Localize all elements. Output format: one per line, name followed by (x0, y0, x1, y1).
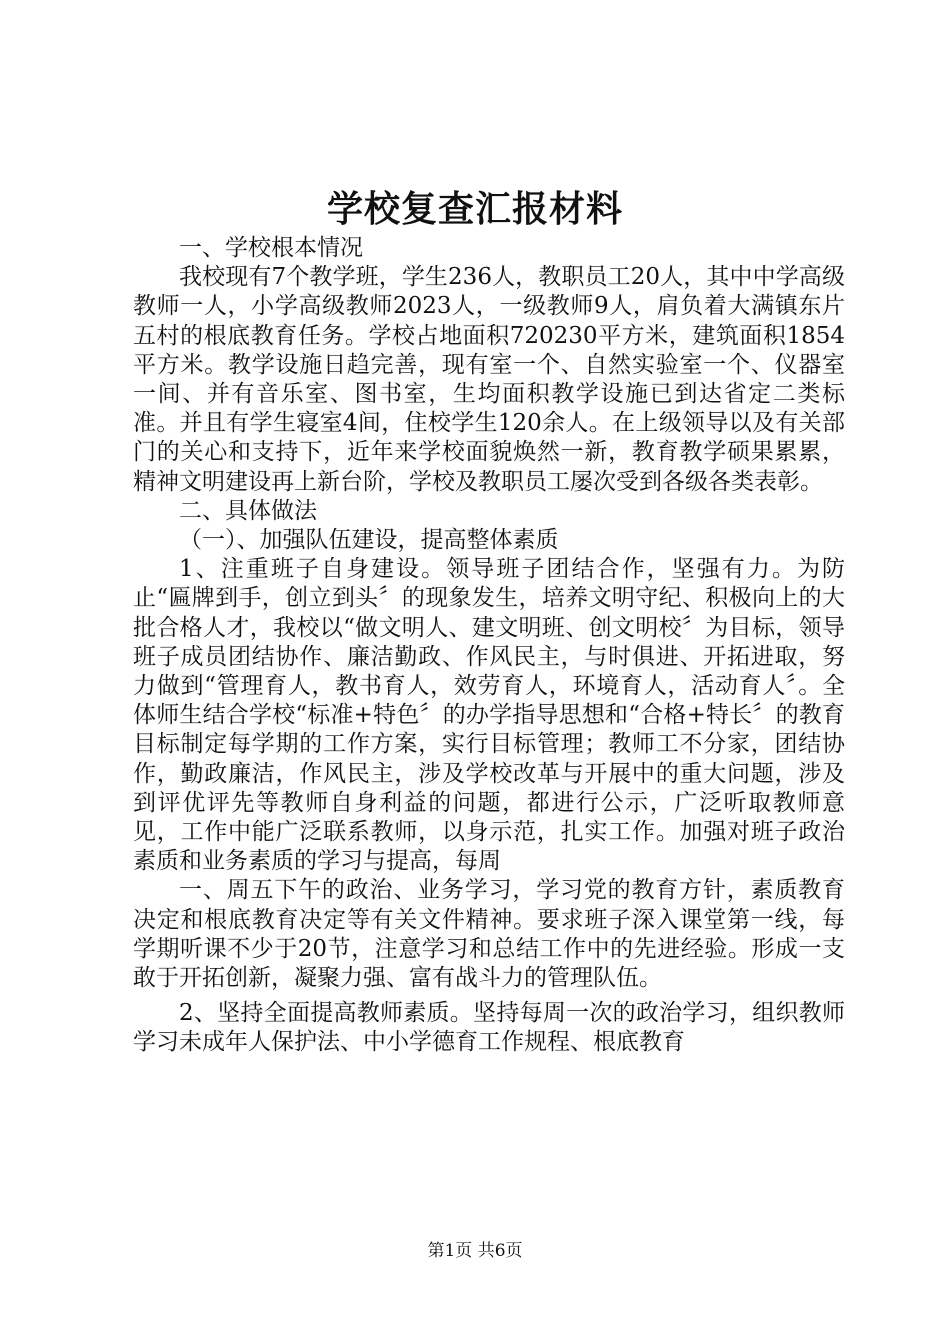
document-title: 学校复查汇报材料 (326, 188, 623, 230)
paragraph: 我校现有7个教学班，学生236人，教职员工20人，其中中学高级教师一人，小学高级教师2023人，一级教师9人，肩负着大满镇东片五村的根底教育任务。学校占地面积720230平方米，建筑面积1854平方米。教学设施日趋完善，现有室一个、自然实验室一个、仪器室一间、并有音乐室、图书室，生均面积教学设施已到达省定二类标准。并且有学生寝室4间，住校学生120余人。在上级领导以及有关部门的关心和支持下，近年来学校面貌焕然一新，教育教学硕果累累，精神文明建设再上新台阶，学校及教职员工屡次受到各级各类表彰。 (133, 264, 845, 495)
subsection-heading: （一）、加强队伍建设，提高整体素质 (179, 527, 559, 554)
paragraph: 一、周五下午的政治、业务学习，学习党的教育方针，素质教育决定和根底教育决定等有关文件精神。要求班子深入课堂第一线，每学期听课不少于20节，注意学习和总结工作中的先进经验。形成一支敢于开拓创新，凝聚力强、富有战斗力的管理队伍。 (133, 877, 845, 992)
section-heading: 二、具体做法 (179, 497, 317, 524)
paragraph: 2、坚持全面提高教师素质。坚持每周一次的政治学习，组织教师学习未成年人保护法、中小学德育工作规程、根底教育 (133, 1000, 845, 1056)
section-heading: 一、学校根本情况 (179, 235, 363, 261)
document-body (133, 234, 845, 1058)
paragraph: 1、注重班子自身建设。领导班子团结合作，坚强有力。为防止“匾牌到手，创立到头〞的现象发生，培养文明守纪、积极向上的大批合格人才，我校以“做文明人、建文明班、创文明校〞为目标，领导班子成员团结协作、廉洁勤政、作风民主，与时俱进、开拓进取，努力做到“管理育人，教书育人，效劳育人，环境育人，活动育人〞。全体师生结合学校“标准+特色〞的办学指导思想和“合格+特长〞的教育目标制定每学期的工作方案，实行目标管理；教师工不分家，团结协作，勤政廉洁，作风民主，涉及学校改革与开展中的重大问题，涉及到评优评先等教师自身利益的问题，都进行公示，广泛听取教师意见，工作中能广泛联系教师，以身示范，扎实工作。加强对班子政治素质和业务素质的学习与提高，每周 (133, 556, 845, 875)
page-number: 第1页 共6页 (427, 1241, 523, 1261)
